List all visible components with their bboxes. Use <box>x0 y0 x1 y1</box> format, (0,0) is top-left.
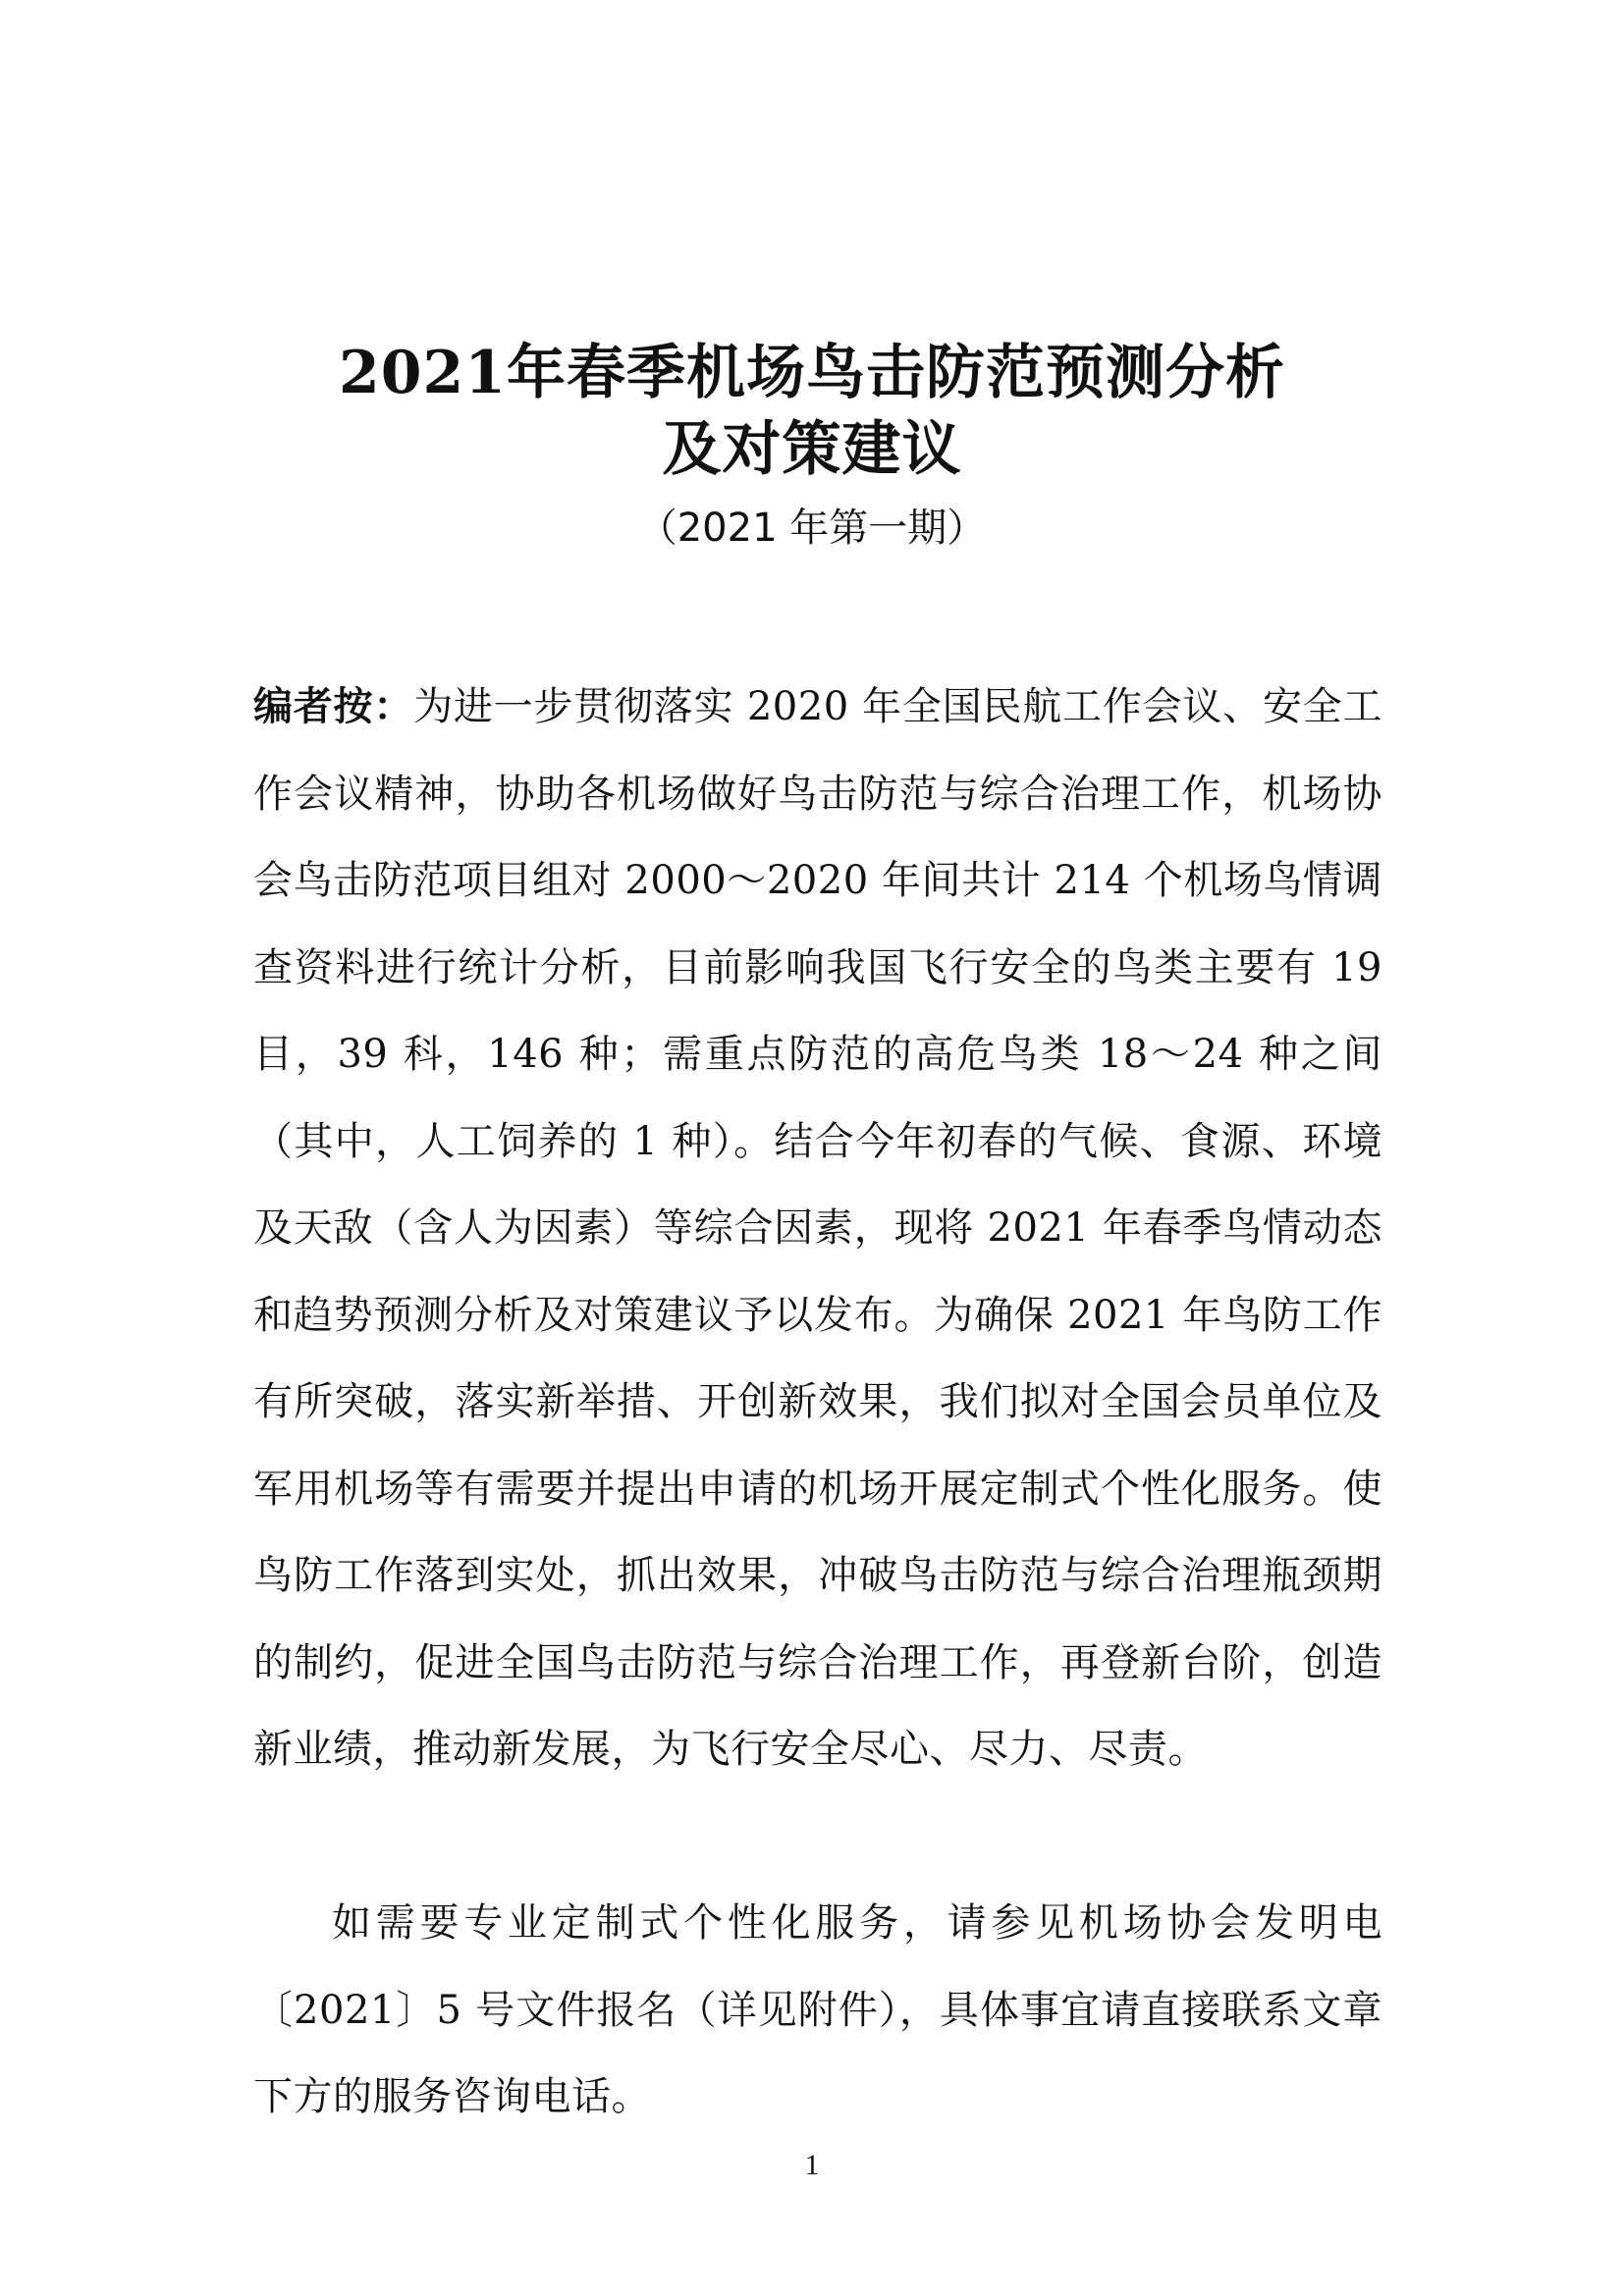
page-number: 1 <box>804 2149 820 2181</box>
editor-note-label: 编者按： <box>253 683 414 729</box>
document-title-line-2: 及对策建议 <box>662 415 962 484</box>
editor-note-paragraph <box>253 664 1382 1793</box>
editor-note-text: 为进一步贯彻落实 2020 年全国民航工作会议、安全工作会议精神，协助各机场做好鸟击防范与综合治理工作，机场协会鸟击防范项目组对 2000～2020 年间共计 214 个机场鸟情调查资料进行统计分析，目前影响我国飞行安全的鸟类主要有 19 目，39 科，146 种；需重点防范的高危鸟类 18～24 种之间（其中，人工饲养的 1 种）。结合今年初春的气候、食源、环境及天敌（含人为因素）等综合因素，现将 2021 年春季鸟情动态和趋势预测分析及对策建议予以发布。为确保 2021 年鸟防工作有所突破，落实新举措、开创新效果，我们拟对全国会员单位及军用机场等有需要并提出申请的机场开展定制式个性化服务。使鸟防工作落到实处，抓出效果，冲破鸟击防范与综合治理瓶颈期的制约，促进全国鸟击防范与综合治理工作，再登新台阶，创造新业绩，推动新发展，为飞行安全尽心、尽力、尽责。 <box>253 684 1382 1772</box>
issue-label: （2021 年第一期） <box>637 506 987 551</box>
service-paragraph: 如需要专业定制式个性化服务，请参见机场协会发明电〔2021〕5 号文件报名（详见附件），具体事宜请直接联系文章下方的服务咨询电话。 <box>253 1900 1382 2119</box>
document-title-line-1: 2021年春季机场鸟击防范预测分析 <box>339 339 1285 407</box>
